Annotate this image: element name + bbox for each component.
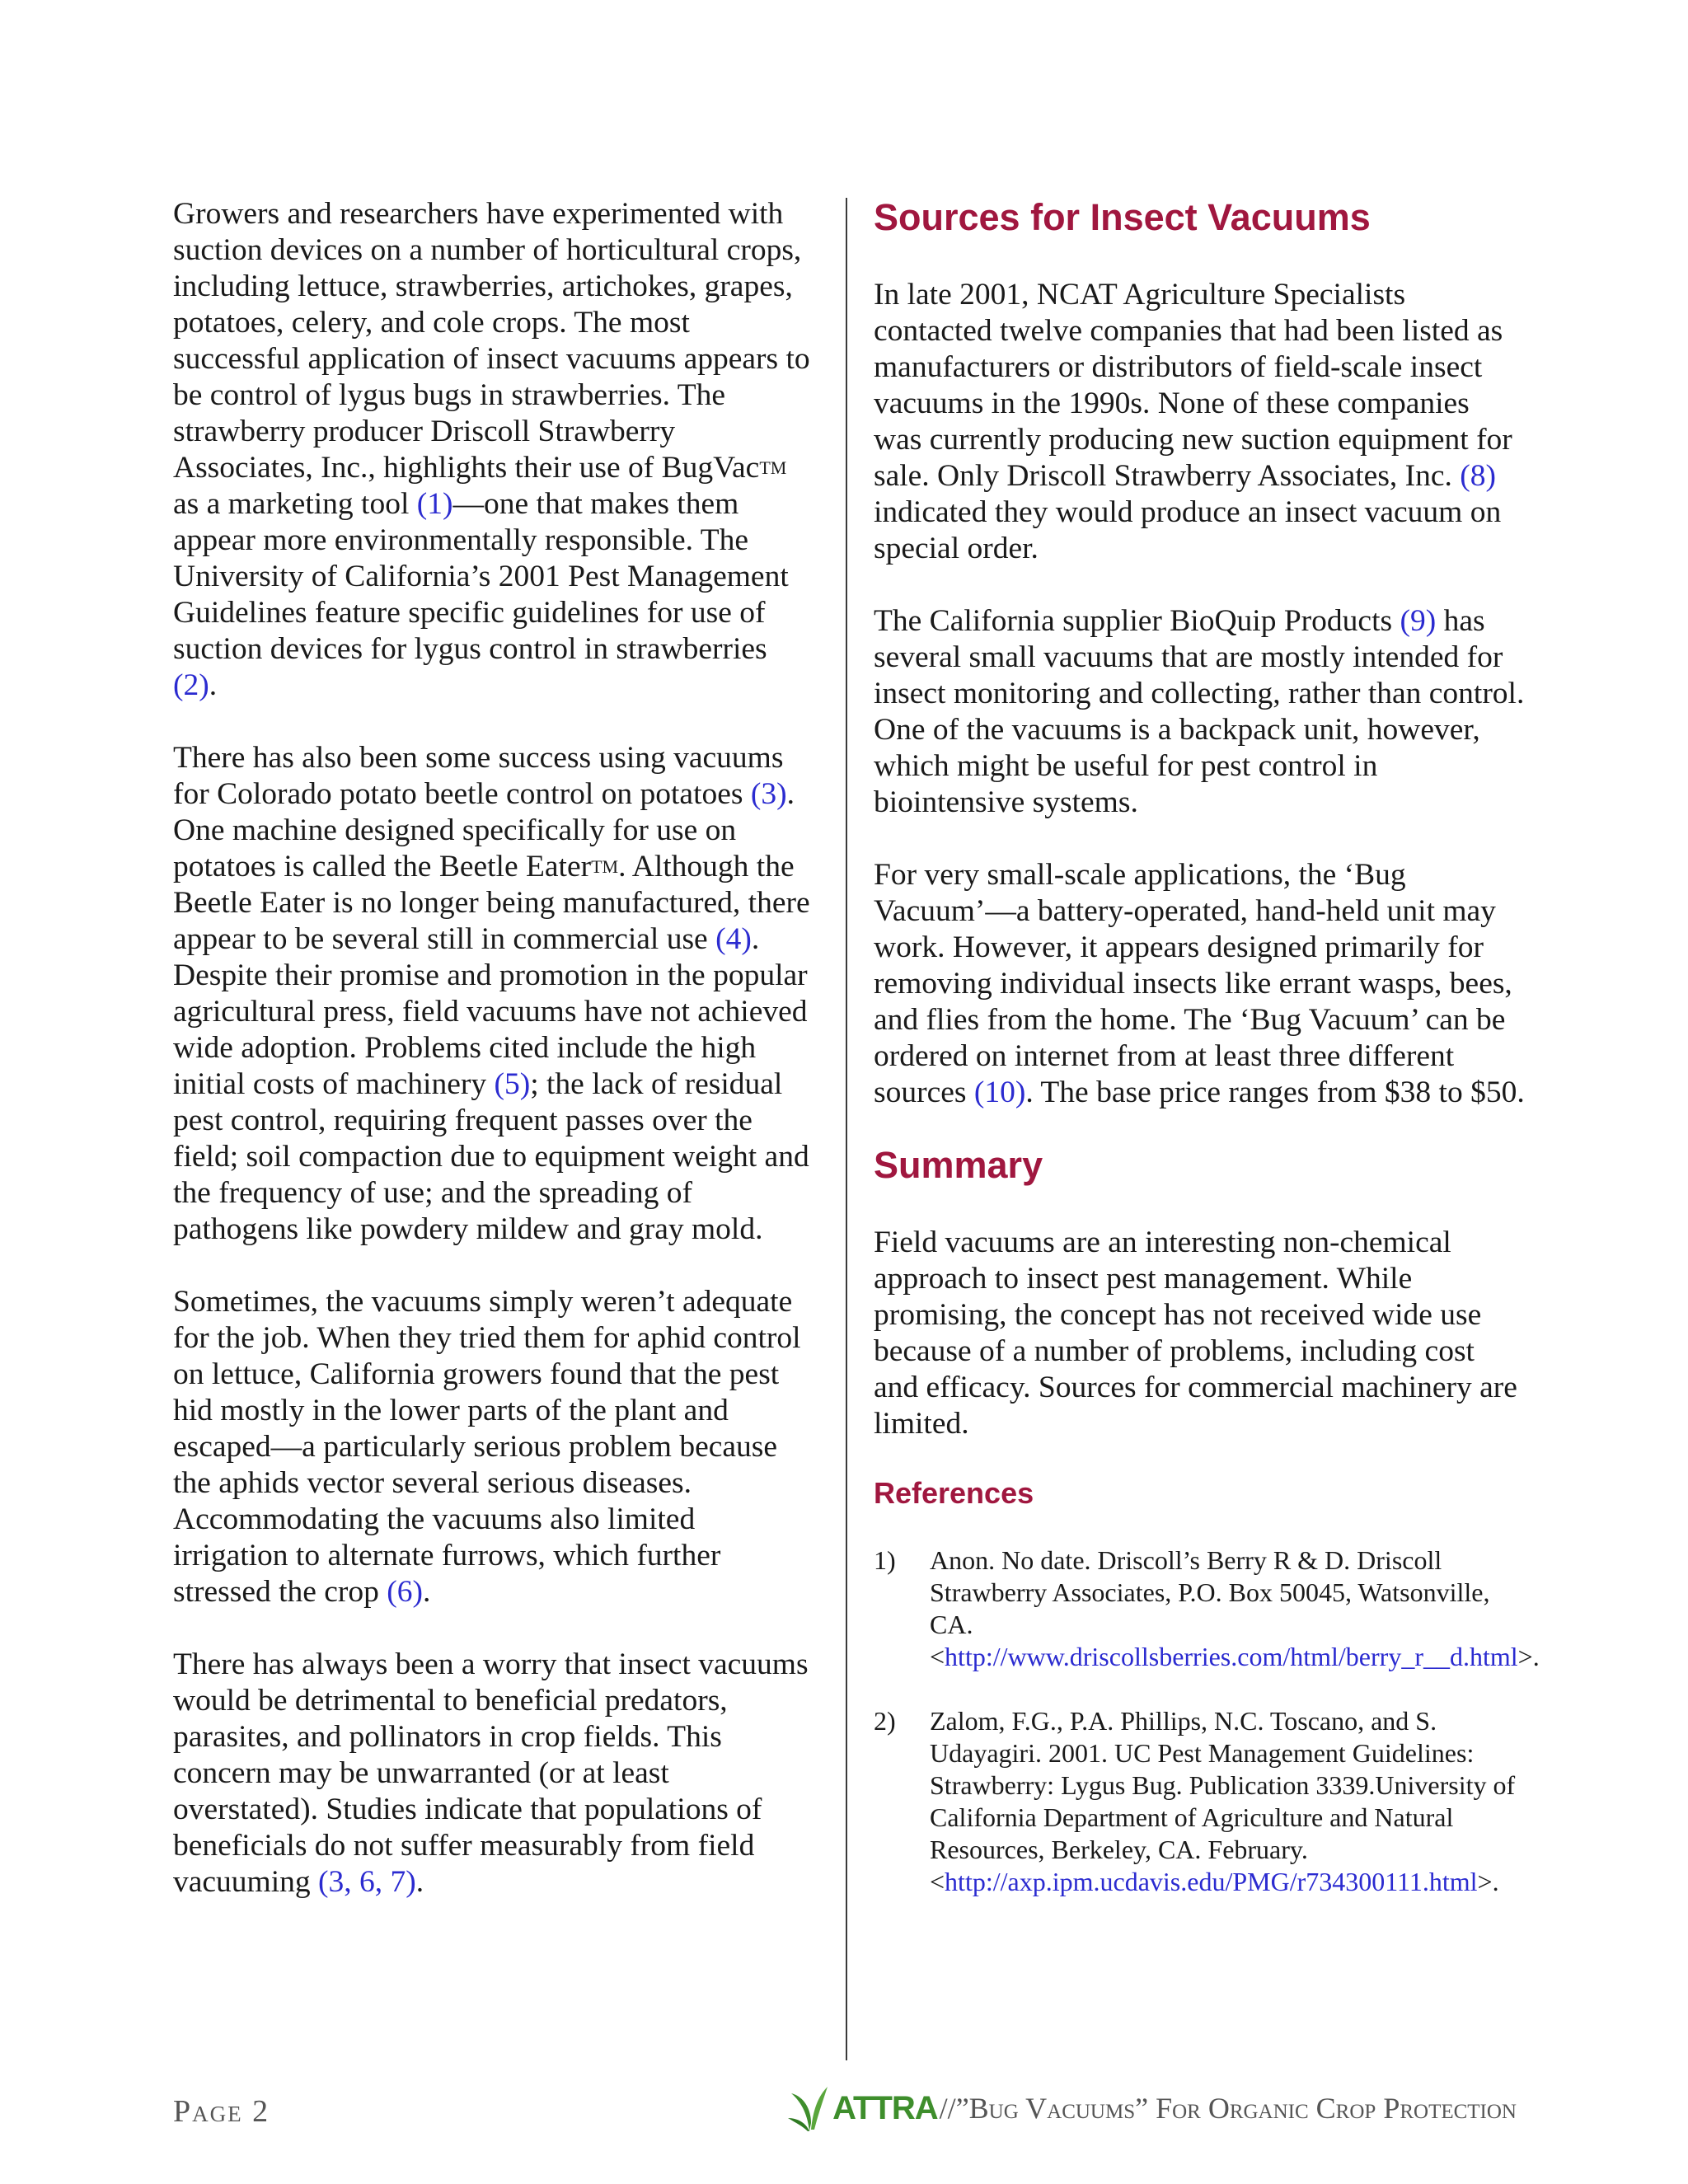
right-column xyxy=(874,196,1540,1930)
reference-number: 1) xyxy=(874,1545,896,1575)
heading-summary: Summary xyxy=(874,1144,1043,1186)
citation-link-5[interactable]: (5) xyxy=(494,1067,531,1101)
citation-link-6[interactable]: (6) xyxy=(387,1575,424,1609)
paragraph-ncat-survey: In late 2001, NCAT Agriculture Specialists contacted twelve companies that had been listed as manufacturers or distributors of field-scale insect vacuums in the 1990s. None of these companies was currently producing new suction equipment for sale. Only Driscoll Strawberry Associates, Inc. (8) indicated they would produce an insect vacuum on special order. xyxy=(874,278,1512,565)
trademark-mark: TM xyxy=(591,856,619,877)
reference-url-link[interactable]: http://axp.ipm.ucdavis.edu/PMG/r734300111.html xyxy=(945,1867,1478,1896)
citation-link-3-6-7[interactable]: (3, 6, 7) xyxy=(318,1865,416,1899)
attra-logo xyxy=(786,2083,938,2133)
paragraph-summary: Field vacuums are an interesting non-chemical approach to insect pest management. While promising, the concept has not received wide use because of a number of problems, including cost and efficacy. Sources for commercial machinery are limited. xyxy=(874,1226,1517,1441)
citation-link-9[interactable]: (9) xyxy=(1400,604,1437,638)
citation-link-1[interactable]: (1) xyxy=(416,487,453,521)
citation-link-10[interactable]: (10) xyxy=(973,1076,1026,1109)
paragraph-intro: Growers and researchers have experimented with suction devices on a number of horticultural crops, including lettuce, strawberries, artichokes, grapes, potatoes, celery, and cole crops. The most successful application of insect vacuums appears to be control of lygus bugs in strawberries. The strawberry producer Driscoll Strawberry Associates, Inc., highlights their use of BugVacTM as a marketing tool (1)—one that makes them appear more environmentally responsible. The University of California’s 2001 Pest Management Guidelines feature specific guidelines for use of suction devices for lygus control in strawberries (2). xyxy=(173,197,810,702)
paragraph-bug-vacuum: For very small-scale applications, the ‘Bug Vacuum’—a battery-operated, hand-held unit may work. However, it appears designed primarily for removing individual insects like errant wasps, bees, and flies from the home. The ‘Bug Vacuum’ can be ordered on internet from at least three different sources (10). The base price ranges from $38 to $50. xyxy=(874,858,1525,1109)
paragraph-beneficials: There has always been a worry that insect vacuums would be detrimental to beneficial predators, parasites, and pollinators in crop fields. This concern may be unwarranted (or at least overstated). Studies indicate that populations of beneficials do not suffer measurably from field vacuuming (3, 6, 7). xyxy=(173,1647,809,1899)
footer-title-bar xyxy=(684,2083,1517,2133)
reference-number: 2) xyxy=(874,1706,896,1736)
leaf-sprout-icon xyxy=(786,2083,832,2133)
column-divider xyxy=(846,198,847,2060)
heading-sources: Sources for Insect Vacuums xyxy=(874,196,1371,238)
citation-link-2[interactable]: (2) xyxy=(173,668,209,702)
left-column xyxy=(173,196,816,1900)
paragraph-potato-beetle: There has also been some success using vacuums for Colorado potato beetle control on potatoes (3). One machine designed specifically for use on potatoes is called the Beetle EaterTM. Although the Beetle Eater is no longer being manufactured, there appear to be several still in commercial use (4). xyxy=(173,741,810,956)
trademark-mark: TM xyxy=(759,457,787,478)
paragraph-lettuce-aphids: Sometimes, the vacuums simply weren’t adequate for the job. When they tried them for aphid control on lettuce, California growers found that the pest hid mostly in the lower parts of the plant and escaped—a particularly serious problem because the aphids vector several serious diseases. Accommodating the vacuums also limited irrigation to alternate furrows, which further stressed the crop (6). xyxy=(173,1285,801,1609)
footer-title: ”Bug Vacuums” For Organic Crop Protection xyxy=(955,2092,1517,2125)
page-number: Page 2 xyxy=(173,2094,270,2129)
reference-item xyxy=(874,1544,1540,1673)
attra-logo-text: ATTRA xyxy=(832,2089,938,2126)
reference-body: Zalom, F.G., P.A. Phillips, N.C. Toscano, and S. Udayagiri. 2001. UC Pest Management Guidelines: Strawberry: Lygus Bug. Publication 3339.University of California Department of Agriculture and Natural Resources, Berkeley, CA. February. <http://axp.ipm.ucdavis.edu/PMG/r734300111.html>. xyxy=(930,1706,1516,1896)
citation-link-8[interactable]: (8) xyxy=(1460,459,1497,493)
references-list xyxy=(874,1544,1540,1898)
reference-body: Anon. No date. Driscoll’s Berry R & D. Driscoll Strawberry Associates, P.O. Box 50045, Watsonville, CA. <http://www.driscollsberries.com/html/berry_r__d.html>. xyxy=(930,1545,1540,1671)
reference-url-link[interactable]: http://www.driscollsberries.com/html/berry_r__d.html xyxy=(945,1642,1518,1671)
footer-separator: // xyxy=(939,2092,956,2125)
citation-link-4[interactable]: (4) xyxy=(715,922,752,956)
citation-link-3[interactable]: (3) xyxy=(750,777,787,811)
paragraph-bioquip: The California supplier BioQuip Products (9) has several small vacuums that are mostly intended for insect monitoring and collecting, rather than control. One of the vacuums is a backpack unit, however, which might be useful for pest control in biointensive systems. xyxy=(874,604,1525,819)
heading-references: References xyxy=(874,1476,1034,1510)
reference-item xyxy=(874,1705,1525,1898)
paragraph-adoption-problems: Despite their promise and promotion in the popular agricultural press, field vacuums have not achieved wide adoption. Problems cited include the high initial costs of machinery (5); the lack of residual pest control, requiring frequent passes over the field; soil compaction due to equipment weight and the frequency of use; and the spreading of pathogens like powdery mildew and gray mold. xyxy=(173,958,809,1246)
